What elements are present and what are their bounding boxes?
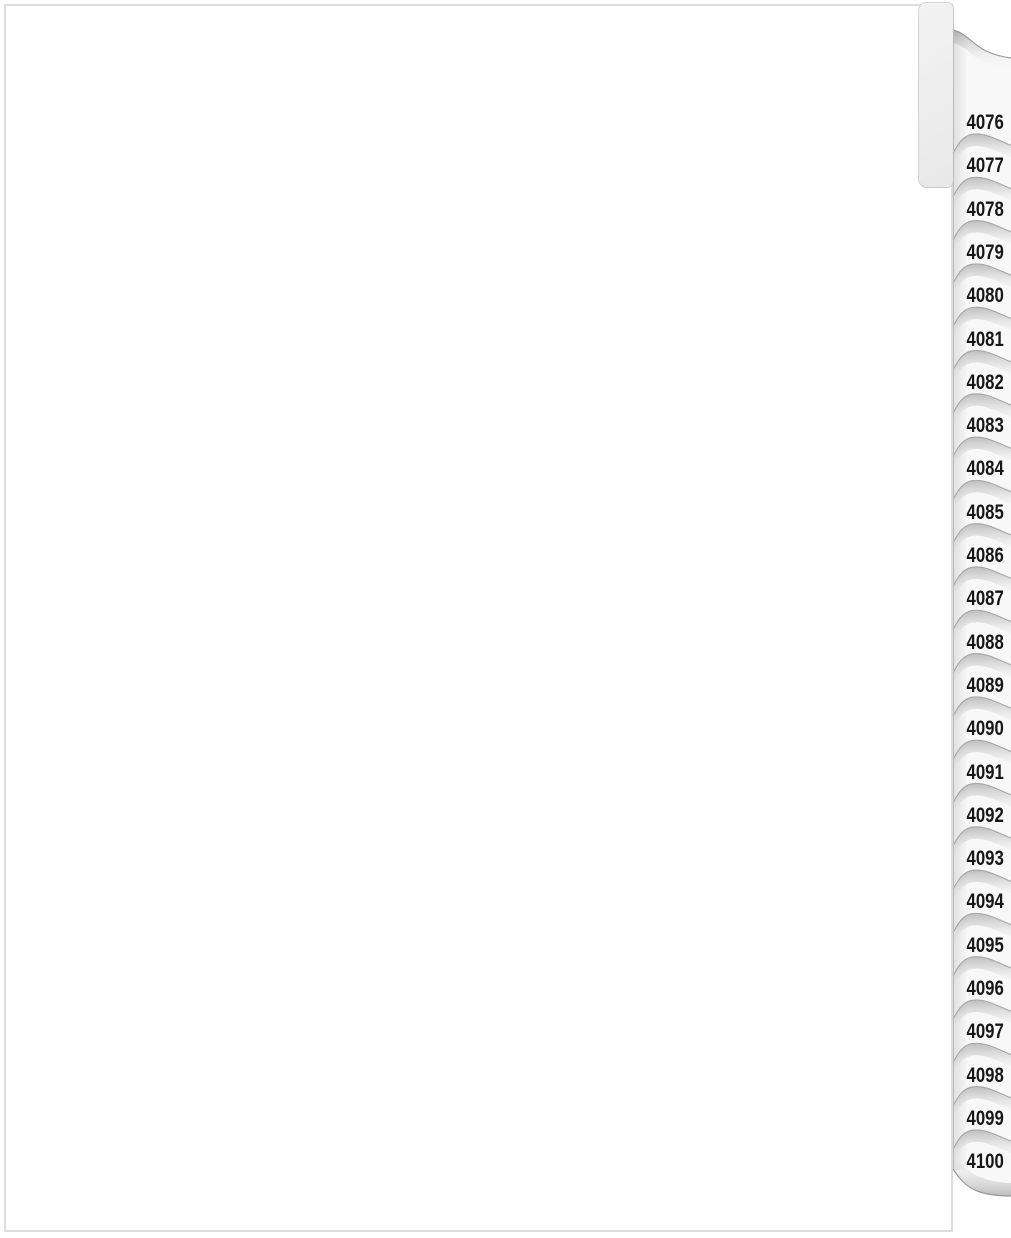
- tab-number-label: 4078: [966, 196, 1004, 221]
- tab-number-label: 4090: [966, 716, 1004, 741]
- blank-divider-page: [4, 4, 953, 1232]
- top-side-tab-blank: [918, 2, 954, 188]
- tab-number-label: 4091: [966, 759, 1004, 784]
- tab-number-label: 4098: [966, 1062, 1004, 1087]
- tab-number-label: 4099: [966, 1105, 1004, 1130]
- tab-number-label: 4082: [966, 369, 1004, 394]
- tab-number-label: 4096: [966, 976, 1004, 1000]
- tab-number-label: 4083: [966, 413, 1004, 438]
- tab-number-label: 4087: [966, 586, 1004, 611]
- tab-number-label: 4084: [966, 456, 1004, 481]
- tab-number-strip: [950, 0, 1011, 1238]
- tab-number-label: 4085: [966, 499, 1004, 524]
- tab-number-label: 4077: [966, 153, 1004, 178]
- tab-number-label: 4092: [966, 802, 1004, 827]
- tab-number-label: 4086: [966, 543, 1004, 567]
- tab-number-label: 4089: [966, 672, 1004, 697]
- tab-number-label: 4088: [966, 629, 1004, 654]
- tab-number-label: 4080: [966, 283, 1004, 308]
- tab-number-label: 4081: [966, 326, 1004, 351]
- tab-number-list: [950, 0, 1011, 1238]
- tab-number-label: 4079: [966, 239, 1004, 264]
- tab-number-label: 4093: [966, 846, 1004, 871]
- tab-number-label: 4095: [966, 932, 1004, 957]
- tab-number-label: 4076: [966, 110, 1004, 134]
- tab-number-label: 4100: [966, 1149, 1004, 1174]
- tab-number-label: 4094: [966, 889, 1004, 914]
- tab-number-label: 4097: [966, 1019, 1004, 1044]
